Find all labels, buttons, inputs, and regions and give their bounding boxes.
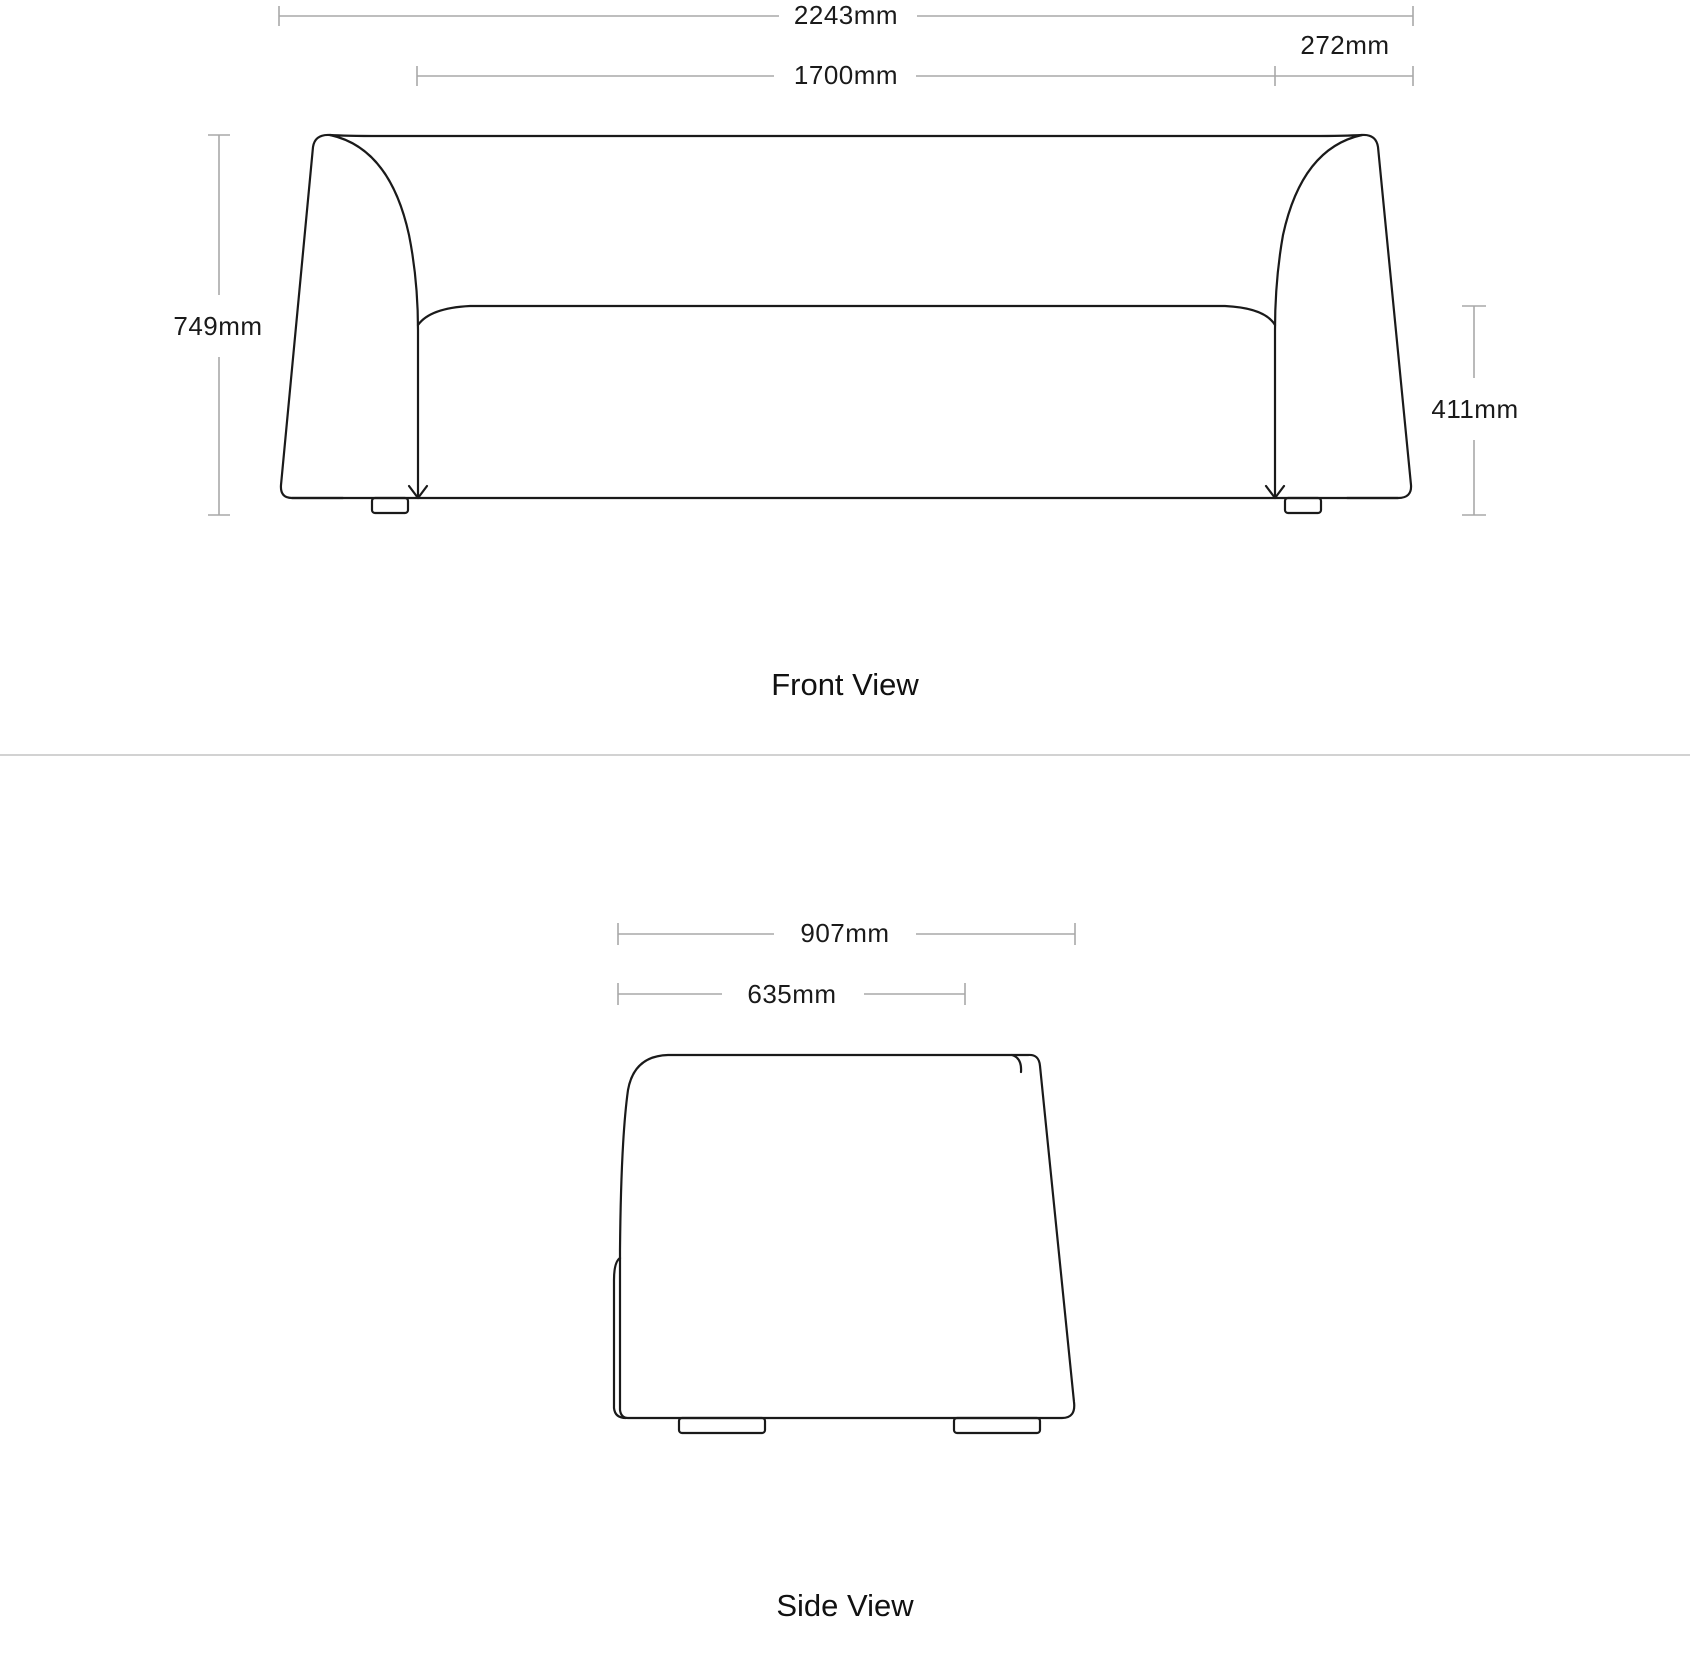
side-view bbox=[614, 918, 1075, 1623]
dimension-seat-width bbox=[417, 60, 1275, 90]
seat-depth-label: 635mm bbox=[747, 979, 837, 1009]
right-arm-outline bbox=[1275, 135, 1411, 498]
seat-width-label: 1700mm bbox=[793, 60, 899, 90]
dimension-arm-width bbox=[1275, 30, 1413, 86]
sofa-side-outline bbox=[614, 1055, 1074, 1433]
front-right-leg bbox=[1285, 498, 1321, 513]
dimension-seat-height bbox=[1431, 306, 1518, 515]
arm-width-label: 272mm bbox=[1300, 30, 1390, 60]
overall-width-label: 2243mm bbox=[793, 0, 899, 30]
overall-depth-label: 907mm bbox=[800, 918, 890, 948]
side-front-leg bbox=[679, 1418, 765, 1433]
seat-height-label: 411mm bbox=[1431, 394, 1519, 424]
front-view bbox=[173, 0, 1518, 702]
dimension-overall-height bbox=[173, 135, 262, 515]
front-view-title: Front View bbox=[771, 667, 919, 702]
side-view-title: Side View bbox=[776, 1588, 914, 1623]
left-arm-outline bbox=[281, 135, 418, 498]
dimension-seat-depth bbox=[618, 979, 965, 1009]
side-body-outline bbox=[620, 1055, 1074, 1418]
sofa-front-outline bbox=[281, 135, 1411, 513]
dimension-overall-width bbox=[279, 0, 1413, 30]
side-back-leg bbox=[954, 1418, 1040, 1433]
backrest-top bbox=[330, 135, 1362, 136]
overall-height-label: 749mm bbox=[173, 311, 263, 341]
front-left-leg bbox=[372, 498, 408, 513]
side-back-cushion bbox=[1012, 1055, 1021, 1072]
dimension-overall-depth bbox=[618, 918, 1075, 948]
seat-cushion-top bbox=[418, 306, 1275, 325]
